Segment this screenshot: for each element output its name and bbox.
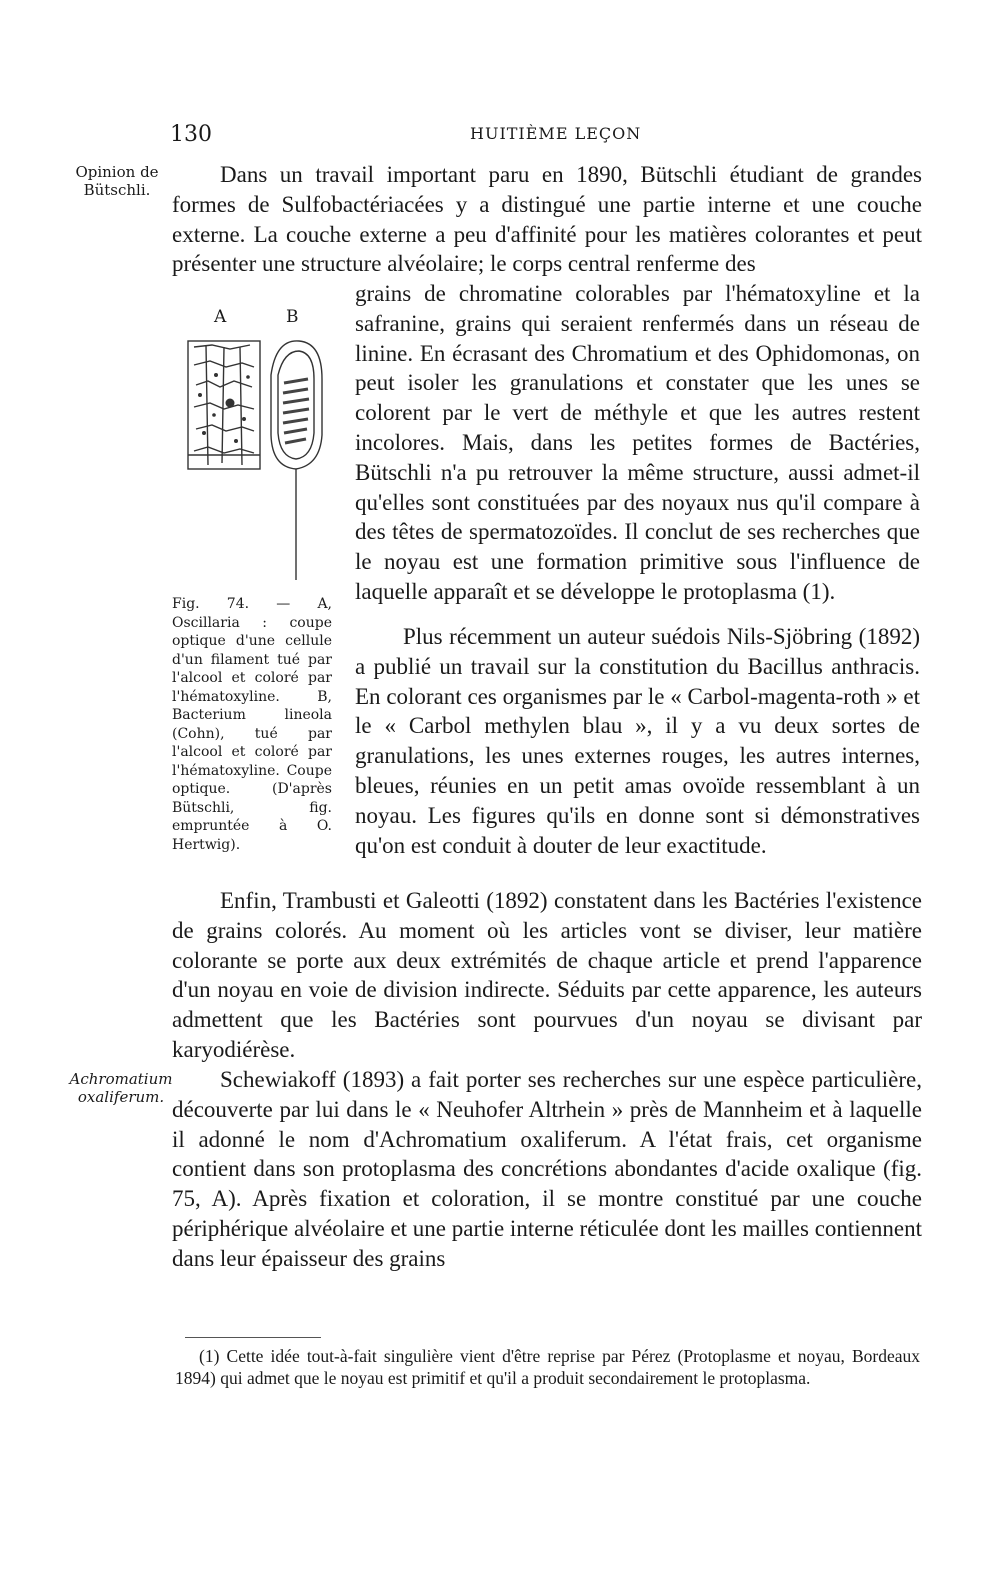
figure-label-b: B bbox=[286, 307, 299, 327]
figure-74-illustration bbox=[186, 335, 326, 585]
figure-label-a: A bbox=[214, 307, 227, 327]
paragraph-nils-sjobring: Plus récemment un auteur suédois Nils-Sjöbring (1892) a publié un travail sur la constitution du Bacillus anthracis. En colorant ces organismes par le « Carbol-magenta-roth » et le « Carbol methylen blau », il y a vu deux sortes de granulations, les unes externes rouges, les autres internes, bleues, réunies en un petit amas ovoïde ressemblant à un noyau. Les figures qu'ils en donne sont si démonstratives qu'on est conduit à douter de leur exactitude. bbox=[355, 624, 920, 858]
footnote: (1) Cette idée tout-à-fait singulière vient d'être reprise par Pérez (Protoplasme et noyau, Bordeaux 1894) qui admet que le noyau est primitif et qu'il a produit secondairement le protoplasma. bbox=[175, 1346, 920, 1388]
paragraph-butschli-start: Dans un travail important paru en 1890, Bütschli étudiant de grandes formes de Sulfobactériacées y a distingué une partie interne et une couche externe. La couche externe a peu d'affinité pour les matières colorantes et peut présenter une structure alvéolaire; le corps central renferme des bbox=[172, 162, 922, 277]
paragraph-schewiakoff: Schewiakoff (1893) a fait porter ses recherches sur une espèce particulière, découverte par lui dans le « Neuhofer Altrhein » près de Mannheim et à laquelle il adonné le nom d'Achromatium oxaliferum. A l'état frais, cet organisme contient dans son protoplasma des concrétions abondantes d'acide oxalique (fig. 75, A). Après fixation et coloration, il se montre constitué par une couche périphérique alvéolaire et une partie interne réticulée dont les mailles contiennent dans leur épaisseur des grains bbox=[172, 1067, 922, 1271]
footnote-divider bbox=[185, 1337, 321, 1338]
paragraph-trambusti-galeotti: Enfin, Trambusti et Galeotti (1892) constatent dans les Bactéries l'existence de grains colorés. Au moment où les articles vont se diviser, leur matière colorante se porte aux deux extrémités de chaque article et prend l'apparence d'un noyau en voie de division indirecte. Séduits par cette apparence, les auteurs admettent que les Bactéries sont pourvues d'un noyau se divisant par karyodiérèse. bbox=[172, 888, 922, 1062]
margin-note-butschli: Opinion de Bütschli. bbox=[75, 163, 159, 199]
page-number: 130 bbox=[170, 122, 212, 147]
running-title: HUITIÈME LEÇON bbox=[470, 124, 642, 143]
margin-note-achromatium: Achromatium oxaliferum. bbox=[69, 1070, 173, 1106]
figure-74-caption: Fig. 74. — A, Oscillaria : coupe optique d'une cellule d'un filament tué par l'alcool et coloré par l'hématoxyline. B, Bacterium lineola (Cohn), tué par l'alcool et coloré par l'hématoxyline. Coupe optique. (D'après Bütschli, fig. empruntée à O. Hertwig). bbox=[172, 596, 332, 853]
paragraph-butschli-continued: grains de chromatine colorables par l'hématoxyline et la safranine, grains qui seraient renfermés dans un réseau de linine. En écrasant des Chromatium et des Ophidomonas, on peut isoler les granulations et constater que les unes se colorent par le vert de méthyle et que les autres restent incolores. Mais, dans les petites formes de Bactéries, Bütschli n'a pu retrouver la même structure, aussi admet-il qu'elles sont constituées par des noyaux nus qu'il compare à des têtes de spermatozoïdes. Il conclut de ses recherches que le noyau est une formation primitive sous l'influence de laquelle apparaît et se développe le protoplasma (1). bbox=[355, 281, 920, 604]
